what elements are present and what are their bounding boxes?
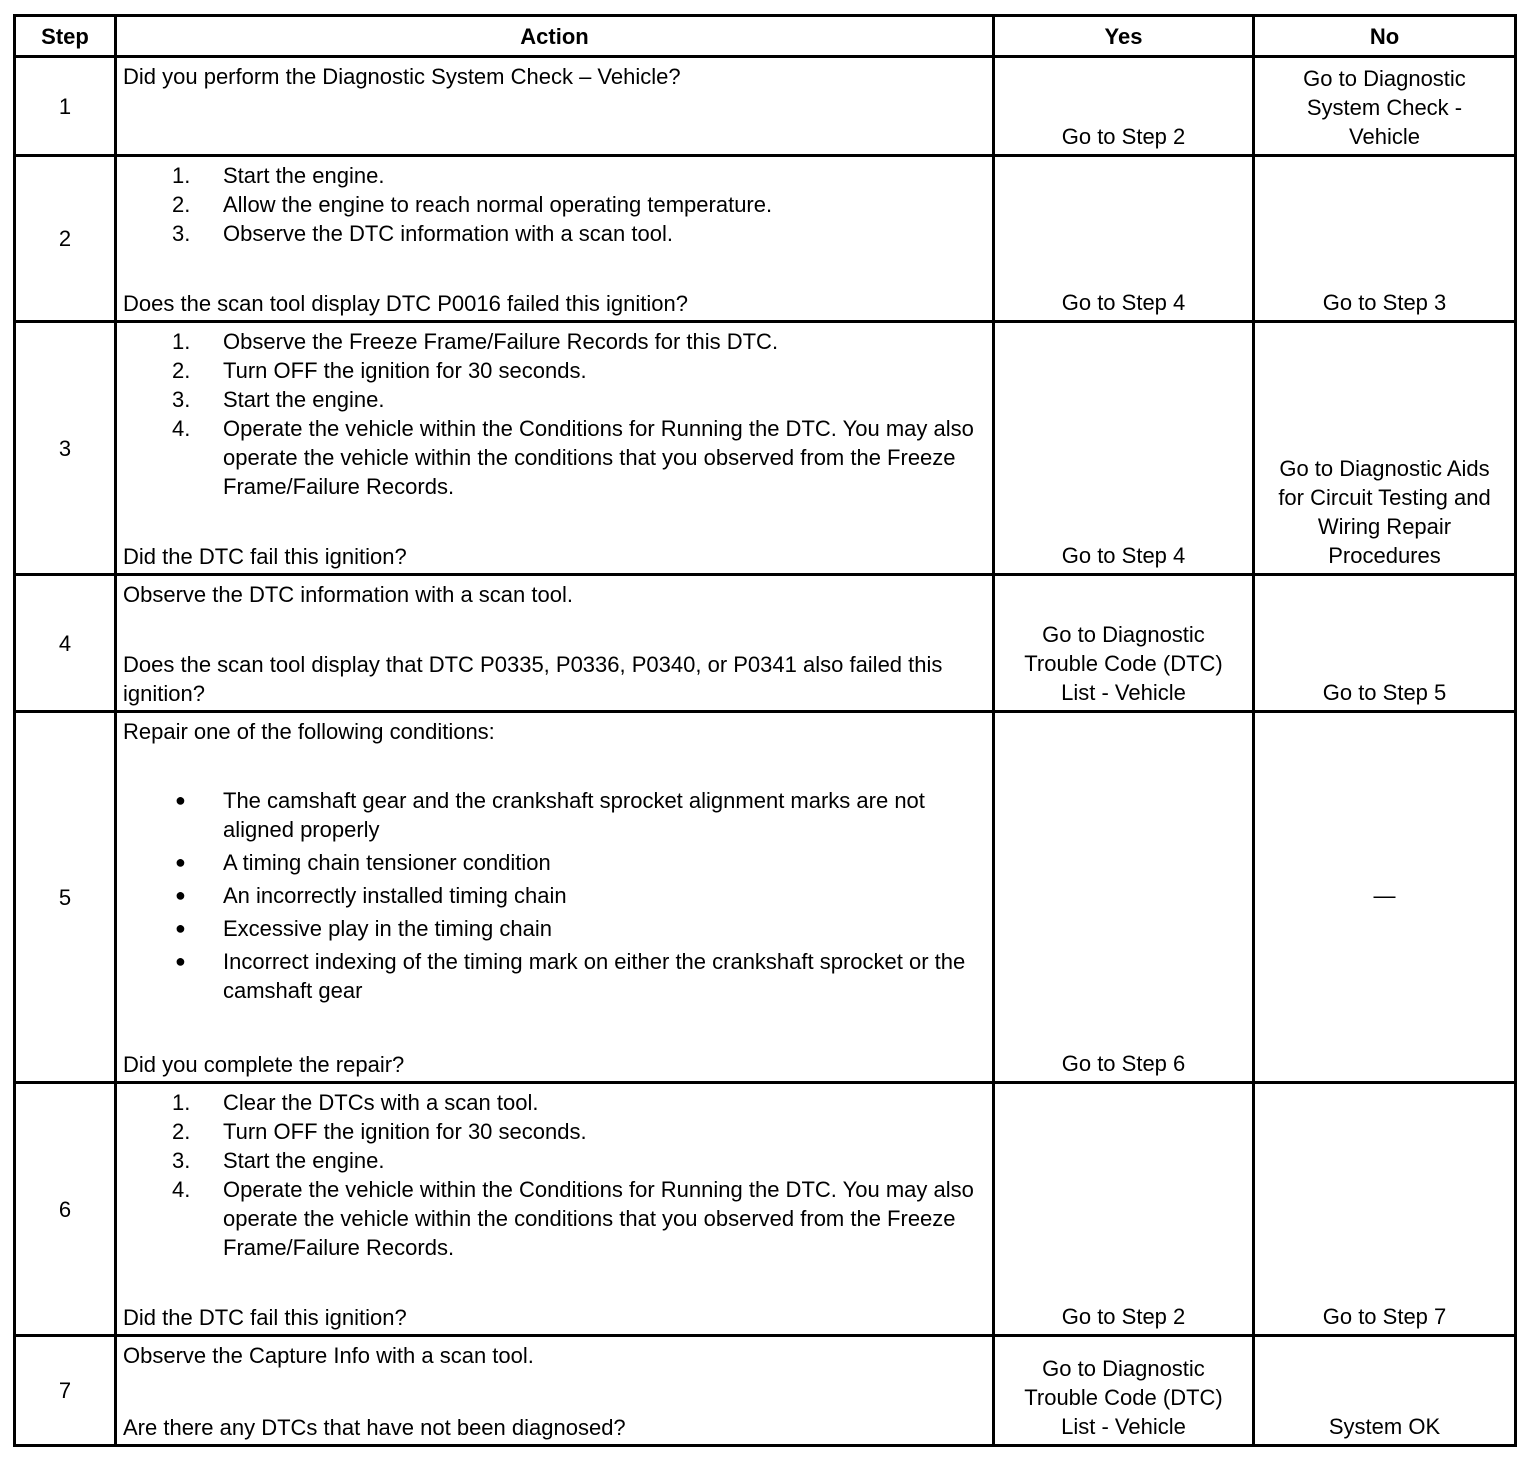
- item-number: 1.: [172, 1090, 191, 1115]
- yes-result-cell: [994, 575, 1254, 712]
- action-cell: [116, 156, 994, 322]
- list-item: [123, 1146, 980, 1175]
- item-text: A timing chain tensioner condition: [223, 850, 551, 875]
- yes-result-text: Go to Step 4: [1061, 290, 1186, 315]
- step-number: 3: [15, 322, 116, 575]
- step-number: 4: [15, 575, 116, 712]
- item-text: Excessive play in the timing chain: [223, 916, 552, 941]
- bullet-icon: ●: [175, 790, 186, 810]
- no-result-text: Wiring Repair: [1317, 514, 1452, 539]
- no-result-cell: [1254, 1336, 1516, 1446]
- action-question: Did the DTC fail this ignition?: [123, 1305, 407, 1330]
- item-number: 4.: [172, 416, 191, 441]
- list-item: [123, 327, 980, 356]
- item-text: Incorrect indexing of the timing mark on either the crankshaft sprocket or the camshaft gear: [223, 949, 966, 1003]
- spacer: [123, 746, 980, 786]
- procedure-list: [123, 1088, 980, 1262]
- header-step: Step: [15, 16, 116, 57]
- yes-result-text: Go to Step 6: [1061, 1051, 1186, 1076]
- yes-result-text: Go to Step 2: [1061, 124, 1186, 149]
- list-item: [123, 786, 980, 844]
- condition-list: [123, 786, 980, 1009]
- step-number: 1: [15, 57, 116, 156]
- no-result-cell: [1254, 57, 1516, 156]
- action-cell: [116, 575, 994, 712]
- action-cell: [116, 712, 994, 1083]
- yes-result-text: List - Vehicle: [1061, 1414, 1186, 1439]
- item-text: Turn OFF the ignition for 30 seconds.: [223, 1119, 587, 1144]
- item-text: Start the engine.: [223, 163, 385, 188]
- item-text: The camshaft gear and the crankshaft sprocket alignment marks are not aligned properly: [223, 788, 925, 842]
- action-question: Did you complete the repair?: [123, 1052, 405, 1077]
- procedure-list: [123, 327, 980, 501]
- item-text: An incorrectly installed timing chain: [223, 883, 567, 908]
- table-row: [15, 712, 1516, 1083]
- step-number: 6: [15, 1083, 116, 1336]
- item-text: Clear the DTCs with a scan tool.: [223, 1090, 539, 1115]
- bullet-icon: ●: [175, 885, 186, 905]
- no-result-text: System Check -: [1306, 95, 1463, 120]
- bullet-icon: ●: [175, 852, 186, 872]
- list-item: [123, 1175, 980, 1262]
- yes-result-cell: [994, 57, 1254, 156]
- yes-result-text: List - Vehicle: [1061, 680, 1186, 705]
- no-result-cell: [1254, 322, 1516, 575]
- table-row: [15, 322, 1516, 575]
- yes-result-cell: [994, 156, 1254, 322]
- list-item: [123, 161, 980, 190]
- table-row: [15, 156, 1516, 322]
- no-result-text: Vehicle: [1349, 124, 1420, 149]
- table-row: [15, 57, 1516, 156]
- item-number: 1.: [172, 329, 191, 354]
- item-text: Turn OFF the ignition for 30 seconds.: [223, 358, 587, 383]
- list-item: [123, 881, 980, 910]
- item-text: Operate the vehicle within the Conditions for Running the DTC. You may also operate the vehicle within the conditions that you observed from the Freeze Frame/Failure Records.: [223, 416, 974, 499]
- item-text: Operate the vehicle within the Conditions for Running the DTC. You may also operate the vehicle within the conditions that you observed from the Freeze Frame/Failure Records.: [223, 1177, 974, 1260]
- list-item: [123, 414, 980, 501]
- item-text: Observe the Freeze Frame/Failure Records for this DTC.: [223, 329, 779, 354]
- header-no: No: [1254, 16, 1516, 57]
- yes-result-text: Go to Diagnostic: [1042, 622, 1205, 647]
- list-item: [123, 1088, 980, 1117]
- item-text: Observe the DTC information with a scan tool.: [223, 221, 673, 246]
- action-cell: [116, 322, 994, 575]
- list-item: [123, 356, 980, 385]
- procedure-list: [123, 161, 980, 248]
- action-cell: [116, 1336, 994, 1446]
- yes-result-text: Trouble Code (DTC): [1024, 651, 1223, 676]
- table-row: [15, 1083, 1516, 1336]
- action-instruction: Observe the DTC information with a scan tool.: [123, 582, 573, 607]
- bullet-icon: ●: [175, 951, 186, 971]
- action-cell: [116, 57, 994, 156]
- no-result-text: —: [1373, 883, 1396, 908]
- no-result-text: for Circuit Testing and: [1278, 485, 1491, 510]
- item-number: 1.: [172, 163, 191, 188]
- yes-result-cell: [994, 712, 1254, 1083]
- bullet-icon: ●: [175, 918, 186, 938]
- no-result-cell: [1254, 156, 1516, 322]
- step-number: 5: [15, 712, 116, 1083]
- step-number: 7: [15, 1336, 116, 1446]
- item-number: 2.: [172, 358, 191, 383]
- item-number: 3.: [172, 1148, 191, 1173]
- item-number: 4.: [172, 1177, 191, 1202]
- no-result-text: Go to Diagnostic Aids: [1279, 456, 1490, 481]
- header-row: [15, 16, 1516, 57]
- action-instruction: Observe the Capture Info with a scan tool.: [123, 1343, 534, 1368]
- no-result-cell: [1254, 712, 1516, 1083]
- list-item: [123, 219, 980, 248]
- diagnostic-table: [13, 14, 1517, 1447]
- header-yes: Yes: [994, 16, 1254, 57]
- list-item: [123, 385, 980, 414]
- no-result-text: System OK: [1328, 1414, 1441, 1439]
- item-number: 3.: [172, 221, 191, 246]
- yes-result-text: Go to Step 4: [1061, 543, 1186, 568]
- yes-result-cell: [994, 322, 1254, 575]
- action-cell: [116, 1083, 994, 1336]
- yes-result-cell: [994, 1336, 1254, 1446]
- yes-result-text: Go to Diagnostic: [1042, 1356, 1205, 1381]
- no-result-text: Procedures: [1328, 543, 1441, 568]
- list-item: [123, 947, 980, 1005]
- yes-result-text: Trouble Code (DTC): [1024, 1385, 1223, 1410]
- item-text: Allow the engine to reach normal operating temperature.: [223, 192, 773, 217]
- action-instruction: Repair one of the following conditions:: [123, 719, 495, 744]
- action-question: Does the scan tool display DTC P0016 failed this ignition?: [123, 291, 688, 316]
- action-question: Did the DTC fail this ignition?: [123, 544, 407, 569]
- item-number: 3.: [172, 387, 191, 412]
- no-result-cell: [1254, 1083, 1516, 1336]
- item-text: Start the engine.: [223, 1148, 385, 1173]
- no-result-text: Go to Step 5: [1322, 680, 1447, 705]
- yes-result-text: Go to Step 2: [1061, 1304, 1186, 1329]
- list-item: [123, 190, 980, 219]
- yes-result-cell: [994, 1083, 1254, 1336]
- no-result-cell: [1254, 575, 1516, 712]
- table-row: [15, 575, 1516, 712]
- item-text: Start the engine.: [223, 387, 385, 412]
- item-number: 2.: [172, 192, 191, 217]
- list-item: [123, 848, 980, 877]
- no-result-text: Go to Step 7: [1322, 1304, 1447, 1329]
- action-question: Are there any DTCs that have not been diagnosed?: [123, 1415, 626, 1440]
- item-number: 2.: [172, 1119, 191, 1144]
- list-item: [123, 1117, 980, 1146]
- step-number: 2: [15, 156, 116, 322]
- table-row: [15, 1336, 1516, 1446]
- list-item: [123, 914, 980, 943]
- header-action: Action: [116, 16, 994, 57]
- no-result-text: Go to Step 3: [1322, 290, 1447, 315]
- no-result-text: Go to Diagnostic: [1303, 66, 1466, 91]
- action-instruction: Did you perform the Diagnostic System Check – Vehicle?: [123, 64, 681, 89]
- action-question: Does the scan tool display that DTC P0335, P0336, P0340, or P0341 also failed this ignition?: [123, 652, 943, 706]
